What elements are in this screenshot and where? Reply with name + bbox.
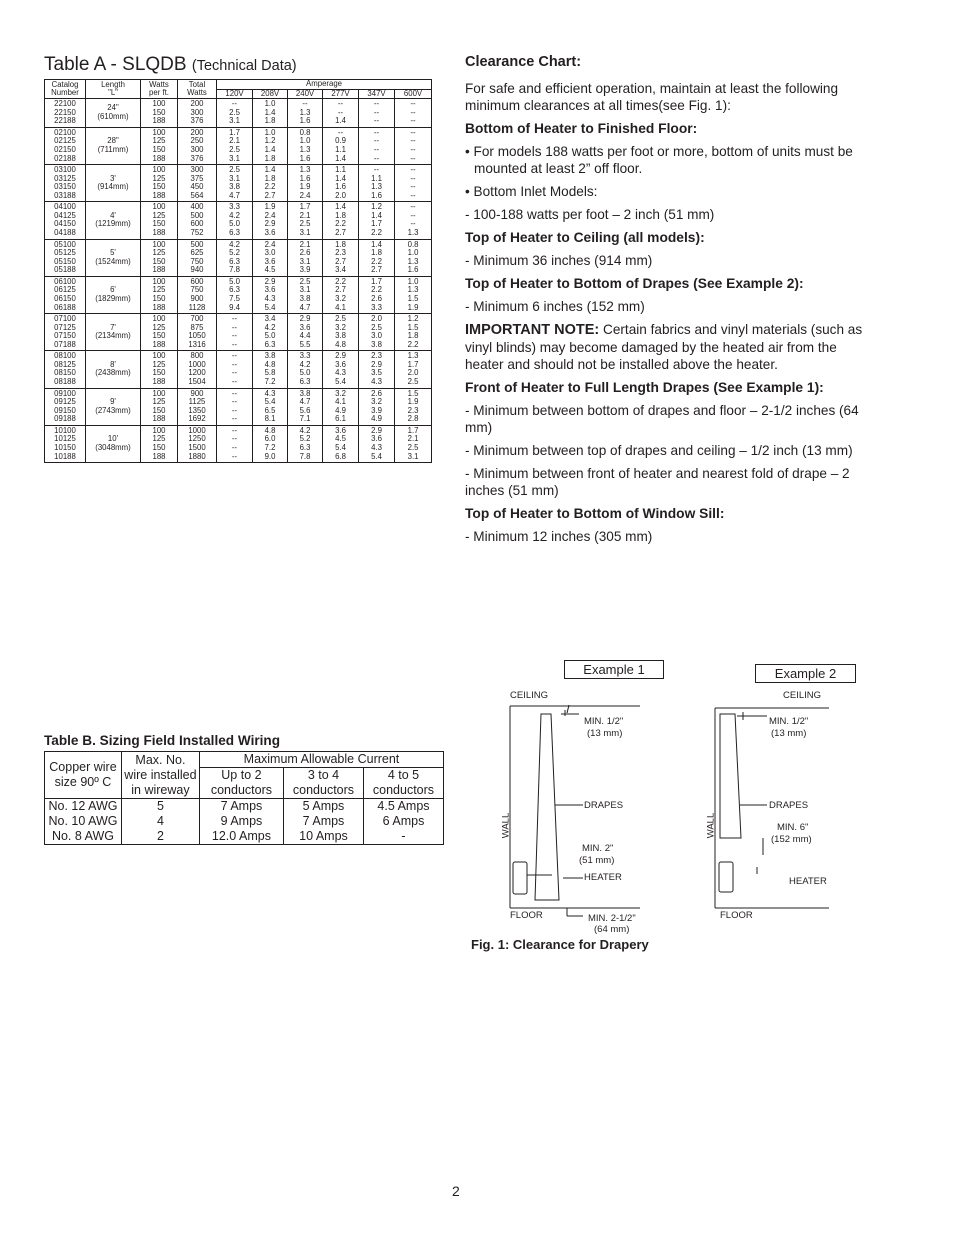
cell-a600: -- -- -- -- bbox=[395, 165, 432, 202]
ceiling-heading: Top of Heater to Ceiling (all models): bbox=[465, 230, 705, 245]
cell-a277: 1.4 1.8 2.2 2.7 bbox=[323, 202, 359, 239]
wall-label-1: WALL bbox=[500, 812, 512, 839]
cell-a240: 3.3 4.2 5.0 6.3 bbox=[288, 351, 323, 388]
cell-length: 24" (610mm) bbox=[86, 99, 141, 128]
cell-total: 600 750 900 1128 bbox=[178, 276, 217, 313]
cell-a600: 1.3 1.7 2.0 2.5 bbox=[395, 351, 432, 388]
cell-watts: 100 125 150 188 bbox=[141, 388, 178, 425]
min-half-label-2b: (13 mm) bbox=[771, 728, 807, 739]
wire-col bbox=[45, 799, 122, 845]
c1-0: 7 Amps bbox=[220, 799, 263, 813]
c3-0: 4.5 Amps bbox=[377, 799, 430, 813]
drapes-heading: Top of Heater to Bottom of Drapes (See Example 2): bbox=[465, 276, 804, 291]
header-copper-wire: Copper wire size 90º C bbox=[45, 752, 122, 799]
drapes-label-1: DRAPES bbox=[584, 800, 624, 811]
cell-a240: 2.1 2.6 3.1 3.9 bbox=[288, 239, 323, 276]
cell-a208: 1.0 1.4 1.8 bbox=[253, 99, 288, 128]
drapes-dash: - Minimum 6 inches (152 mm) bbox=[465, 299, 645, 314]
header-240v: 240V bbox=[288, 89, 323, 99]
cell-a347: 1.2 1.4 1.7 2.2 bbox=[359, 202, 395, 239]
cell-a240: 4.2 5.2 6.3 7.8 bbox=[288, 425, 323, 462]
header-catalog: Catalog Number bbox=[45, 80, 86, 99]
cell-a240: -- 1.3 1.6 bbox=[288, 99, 323, 128]
table-a-title bbox=[44, 54, 297, 76]
cell-a240: 0.8 1.0 1.3 1.6 bbox=[288, 127, 323, 164]
cell-a120: 3.3 4.2 5.0 6.3 bbox=[217, 202, 253, 239]
cell-length: 3' (914mm) bbox=[86, 165, 141, 202]
c3-2: - bbox=[401, 829, 406, 843]
wire-1: No. 10 AWG bbox=[48, 814, 118, 828]
header-208v: 208V bbox=[253, 89, 288, 99]
cell-a120: -- -- -- -- bbox=[217, 351, 253, 388]
cell-total: 500 625 750 940 bbox=[178, 239, 217, 276]
cell-total: 900 1125 1350 1692 bbox=[178, 388, 217, 425]
header-3-to-4: 3 to 4 conductors bbox=[283, 768, 363, 799]
header-up-to-2: Up to 2 conductors bbox=[199, 768, 283, 799]
bottom-bullet-1: • For models 188 watts per foot or more, bottom of units must be mounted at least 2” off floor. bbox=[465, 144, 853, 176]
cell-a277: -- 0.9 1.1 1.4 bbox=[323, 127, 359, 164]
cell-a240: 1.3 1.6 1.9 2.4 bbox=[288, 165, 323, 202]
ceiling-label-1: CEILING bbox=[510, 690, 549, 701]
cell-a240: 2.9 3.6 4.4 5.5 bbox=[288, 314, 323, 351]
cell-a347: 2.3 2.9 3.5 4.3 bbox=[359, 351, 395, 388]
cell-a600: 1.7 2.1 2.5 3.1 bbox=[395, 425, 432, 462]
cell-catalog: 06100 06125 06150 06188 bbox=[45, 276, 86, 313]
drape-shape-1 bbox=[535, 714, 559, 900]
c1-2: 12.0 Amps bbox=[211, 829, 271, 843]
cell-a600: -- -- -- 1.3 bbox=[395, 202, 432, 239]
cell-total: 1000 1250 1500 1880 bbox=[178, 425, 217, 462]
min-half-label-2: MIN. 1/2" bbox=[769, 716, 809, 727]
important-text: Certain fabrics and vinyl materials (such as vinyl blinds) may become damaged by the heated air from the heater and should not be installed above the heater. bbox=[465, 322, 863, 372]
table-a-group bbox=[45, 314, 432, 351]
cell-catalog: 02100 02125 02150 02188 bbox=[45, 127, 86, 164]
min-2half-label-b: (64 mm) bbox=[594, 924, 630, 935]
c1-col bbox=[199, 799, 283, 845]
max-0: 5 bbox=[156, 799, 164, 813]
c2-2: 10 Amps bbox=[299, 829, 348, 843]
cell-catalog: 08100 08125 08150 08188 bbox=[45, 351, 86, 388]
cell-watts: 100 125 150 188 bbox=[141, 165, 178, 202]
figure-caption: Fig. 1: Clearance for Drapery bbox=[471, 937, 649, 952]
cell-a277: 3.2 4.1 4.9 6.1 bbox=[323, 388, 359, 425]
heater-shape-2 bbox=[719, 862, 733, 892]
ceiling-label-2: CEILING bbox=[783, 690, 822, 701]
cell-a600: 1.2 1.5 1.8 2.2 bbox=[395, 314, 432, 351]
cell-a208: 3.4 4.2 5.0 6.3 bbox=[253, 314, 288, 351]
cell-a120: 4.2 5.2 6.3 7.8 bbox=[217, 239, 253, 276]
table-a-group bbox=[45, 165, 432, 202]
front-dash-2: - Minimum between top of drapes and ceiling – 1/2 inch (13 mm) bbox=[465, 443, 853, 458]
min-half-label-1b: (13 mm) bbox=[587, 728, 623, 739]
cell-a347: 2.9 3.6 4.3 5.4 bbox=[359, 425, 395, 462]
cell-a277: 3.6 4.5 5.4 6.8 bbox=[323, 425, 359, 462]
max-1: 4 bbox=[156, 814, 164, 828]
wire-0: No. 12 AWG bbox=[48, 799, 118, 813]
cell-a208: 2.4 3.0 3.6 4.5 bbox=[253, 239, 288, 276]
cell-a600: -- -- -- bbox=[395, 99, 432, 128]
c2-0: 5 Amps bbox=[302, 799, 345, 813]
header-total-watts: Total Watts bbox=[178, 80, 217, 99]
cell-length: 6' (1829mm) bbox=[86, 276, 141, 313]
cell-total: 200 250 300 376 bbox=[178, 127, 217, 164]
table-a-group bbox=[45, 388, 432, 425]
cell-watts: 100 125 150 188 bbox=[141, 276, 178, 313]
clearance-title: Clearance Chart: bbox=[465, 54, 582, 70]
table-a-group bbox=[45, 127, 432, 164]
cell-length: 7' (2134mm) bbox=[86, 314, 141, 351]
table-a-group bbox=[45, 202, 432, 239]
header-watts: Watts per ft. bbox=[141, 80, 178, 99]
table-a-group bbox=[45, 351, 432, 388]
table-a-group bbox=[45, 239, 432, 276]
min-6-label: MIN. 6" bbox=[777, 822, 809, 833]
cell-catalog: 09100 09125 09150 09188 bbox=[45, 388, 86, 425]
technical-data-table bbox=[44, 79, 432, 463]
cell-total: 800 1000 1200 1504 bbox=[178, 351, 217, 388]
header-length: Length "L" bbox=[86, 80, 141, 99]
cell-length: 8' (2438mm) bbox=[86, 351, 141, 388]
cell-a120: -- -- -- -- bbox=[217, 388, 253, 425]
min-2-label: MIN. 2" bbox=[582, 843, 614, 854]
cell-watts: 100 125 150 188 bbox=[141, 127, 178, 164]
cell-a120: 2.5 3.1 3.8 4.7 bbox=[217, 165, 253, 202]
max-col bbox=[121, 799, 199, 845]
cell-watts: 100 125 150 188 bbox=[141, 202, 178, 239]
header-120v: 120V bbox=[217, 89, 253, 99]
cell-a347: -- 1.1 1.3 1.6 bbox=[359, 165, 395, 202]
cell-a208: 1.0 1.2 1.4 1.8 bbox=[253, 127, 288, 164]
cell-length: 5' (1524mm) bbox=[86, 239, 141, 276]
cell-a120: -- -- -- -- bbox=[217, 314, 253, 351]
cell-total: 200 300 376 bbox=[178, 99, 217, 128]
cell-a277: 2.2 2.7 3.2 4.1 bbox=[323, 276, 359, 313]
cell-a277: 2.9 3.6 4.3 5.4 bbox=[323, 351, 359, 388]
c1-1: 9 Amps bbox=[220, 814, 263, 828]
front-dash-1: - Minimum between bottom of drapes and floor – 2-1/2 inches (64 mm) bbox=[465, 403, 859, 435]
important-label: IMPORTANT NOTE: bbox=[465, 322, 600, 338]
cell-a208: 4.8 6.0 7.2 9.0 bbox=[253, 425, 288, 462]
header-max-no: Max. No. wire installed in wireway bbox=[121, 752, 199, 799]
cell-a277: -- -- 1.4 bbox=[323, 99, 359, 128]
example-2-label: Example 2 bbox=[755, 664, 856, 683]
cell-a347: 1.4 1.8 2.2 2.7 bbox=[359, 239, 395, 276]
cell-watts: 100 150 188 bbox=[141, 99, 178, 128]
c2-1: 7 Amps bbox=[302, 814, 345, 828]
drapes-label-2: DRAPES bbox=[769, 800, 809, 811]
cell-a600: 0.8 1.0 1.3 1.6 bbox=[395, 239, 432, 276]
cell-a347: 2.0 2.5 3.0 3.8 bbox=[359, 314, 395, 351]
important-note bbox=[465, 321, 865, 373]
bottom-heading: Bottom of Heater to Finished Floor: bbox=[465, 121, 698, 136]
c2-col bbox=[283, 799, 363, 845]
c3-col bbox=[363, 799, 443, 845]
cell-watts: 100 125 150 188 bbox=[141, 425, 178, 462]
cell-a208: 1.9 2.4 2.9 3.6 bbox=[253, 202, 288, 239]
cell-a347: 1.7 2.2 2.6 3.3 bbox=[359, 276, 395, 313]
sill-dash: - Minimum 12 inches (305 mm) bbox=[465, 529, 653, 544]
cell-length: 9' (2743mm) bbox=[86, 388, 141, 425]
cell-catalog: 04100 04125 04150 04188 bbox=[45, 202, 86, 239]
cell-a208: 3.8 4.8 5.8 7.2 bbox=[253, 351, 288, 388]
cell-length: 4' (1219mm) bbox=[86, 202, 141, 239]
min-2-label-b: (51 mm) bbox=[579, 855, 615, 866]
cell-watts: 100 125 150 188 bbox=[141, 351, 178, 388]
cell-a208: 2.9 3.6 4.3 5.4 bbox=[253, 276, 288, 313]
floor-label-2: FLOOR bbox=[720, 910, 753, 921]
front-dash-3: - Minimum between front of heater and nearest fold of drape – 2 inches (51 mm) bbox=[465, 466, 850, 498]
cell-a240: 3.8 4.7 5.6 7.1 bbox=[288, 388, 323, 425]
header-4-to-5: 4 to 5 conductors bbox=[363, 768, 443, 799]
c3-1: 6 Amps bbox=[382, 814, 425, 828]
header-277v: 277V bbox=[323, 89, 359, 99]
clearance-intro: For safe and efficient operation, maintain at least the following minimum clearances at all times(see Fig. 1): bbox=[465, 81, 839, 113]
wall-label-2: WALL bbox=[705, 812, 717, 839]
ceiling-dash: - Minimum 36 inches (914 mm) bbox=[465, 253, 653, 268]
table-a-group bbox=[45, 425, 432, 462]
min-2half-label: MIN. 2-1/2" bbox=[588, 913, 636, 924]
table-a-subtitle: (Technical Data) bbox=[191, 58, 297, 74]
header-max-current: Maximum Allowable Current bbox=[199, 752, 443, 768]
page-number: 2 bbox=[452, 1183, 460, 1199]
cell-a347: 2.6 3.2 3.9 4.9 bbox=[359, 388, 395, 425]
cell-catalog: 10100 10125 10150 10188 bbox=[45, 425, 86, 462]
cell-total: 300 375 450 564 bbox=[178, 165, 217, 202]
header-600v: 600V bbox=[395, 89, 432, 99]
clearance-section bbox=[465, 54, 865, 551]
cell-a600: 1.5 1.9 2.3 2.8 bbox=[395, 388, 432, 425]
heater-label-2: HEATER bbox=[789, 876, 827, 887]
heater-shape-1 bbox=[513, 862, 527, 894]
example-1-label: Example 1 bbox=[564, 660, 664, 679]
cell-a120: 5.0 6.3 7.5 9.4 bbox=[217, 276, 253, 313]
min-half-label-1: MIN. 1/2" bbox=[584, 716, 624, 727]
cell-watts: 100 125 150 188 bbox=[141, 239, 178, 276]
table-a-group bbox=[45, 276, 432, 313]
cell-a120: -- 2.5 3.1 bbox=[217, 99, 253, 128]
min-6-label-b: (152 mm) bbox=[771, 834, 812, 845]
cell-a600: 1.0 1.3 1.5 1.9 bbox=[395, 276, 432, 313]
cell-a240: 2.5 3.1 3.8 4.7 bbox=[288, 276, 323, 313]
cell-a208: 1.4 1.8 2.2 2.7 bbox=[253, 165, 288, 202]
max-2: 2 bbox=[156, 829, 164, 843]
table-b-title: Table B. Sizing Field Installed Wiring bbox=[44, 733, 281, 748]
cell-a277: 1.8 2.3 2.7 3.4 bbox=[323, 239, 359, 276]
cell-catalog: 03100 03125 03150 03188 bbox=[45, 165, 86, 202]
header-amperage: Amperage bbox=[217, 80, 432, 90]
drape-shape-2 bbox=[720, 714, 741, 838]
heater-label-1: HEATER bbox=[584, 872, 622, 883]
cell-length: 28" (711mm) bbox=[86, 127, 141, 164]
header-347v: 347V bbox=[359, 89, 395, 99]
front-heading: Front of Heater to Full Length Drapes (See Example 1): bbox=[465, 380, 824, 395]
floor-label-1: FLOOR bbox=[510, 910, 543, 921]
sill-heading: Top of Heater to Bottom of Window Sill: bbox=[465, 506, 725, 521]
bottom-bullet-2: • Bottom Inlet Models: bbox=[465, 184, 598, 199]
cell-catalog: 07100 07125 07150 07188 bbox=[45, 314, 86, 351]
bottom-dash: - 100-188 watts per foot – 2 inch (51 mm) bbox=[465, 207, 715, 222]
cell-watts: 100 125 150 188 bbox=[141, 314, 178, 351]
cell-total: 400 500 600 752 bbox=[178, 202, 217, 239]
cell-a240: 1.7 2.1 2.5 3.1 bbox=[288, 202, 323, 239]
cell-catalog: 22100 22150 22188 bbox=[45, 99, 86, 128]
cell-a277: 1.1 1.4 1.6 2.0 bbox=[323, 165, 359, 202]
cell-a120: 1.7 2.1 2.5 3.1 bbox=[217, 127, 253, 164]
cell-a208: 4.3 5.4 6.5 8.1 bbox=[253, 388, 288, 425]
table-a-group bbox=[45, 99, 432, 128]
wire-2: No. 8 AWG bbox=[51, 829, 114, 843]
cell-total: 700 875 1050 1316 bbox=[178, 314, 217, 351]
wiring-table bbox=[44, 751, 444, 845]
cell-a120: -- -- -- -- bbox=[217, 425, 253, 462]
cell-a277: 2.5 3.2 3.8 4.8 bbox=[323, 314, 359, 351]
cell-a600: -- -- -- -- bbox=[395, 127, 432, 164]
cell-a347: -- -- -- -- bbox=[359, 127, 395, 164]
cell-catalog: 05100 05125 05150 05188 bbox=[45, 239, 86, 276]
cell-length: 10' (3048mm) bbox=[86, 425, 141, 462]
cell-a347: -- -- -- bbox=[359, 99, 395, 128]
table-a-title-text: Table A - SLQDB bbox=[44, 54, 187, 75]
